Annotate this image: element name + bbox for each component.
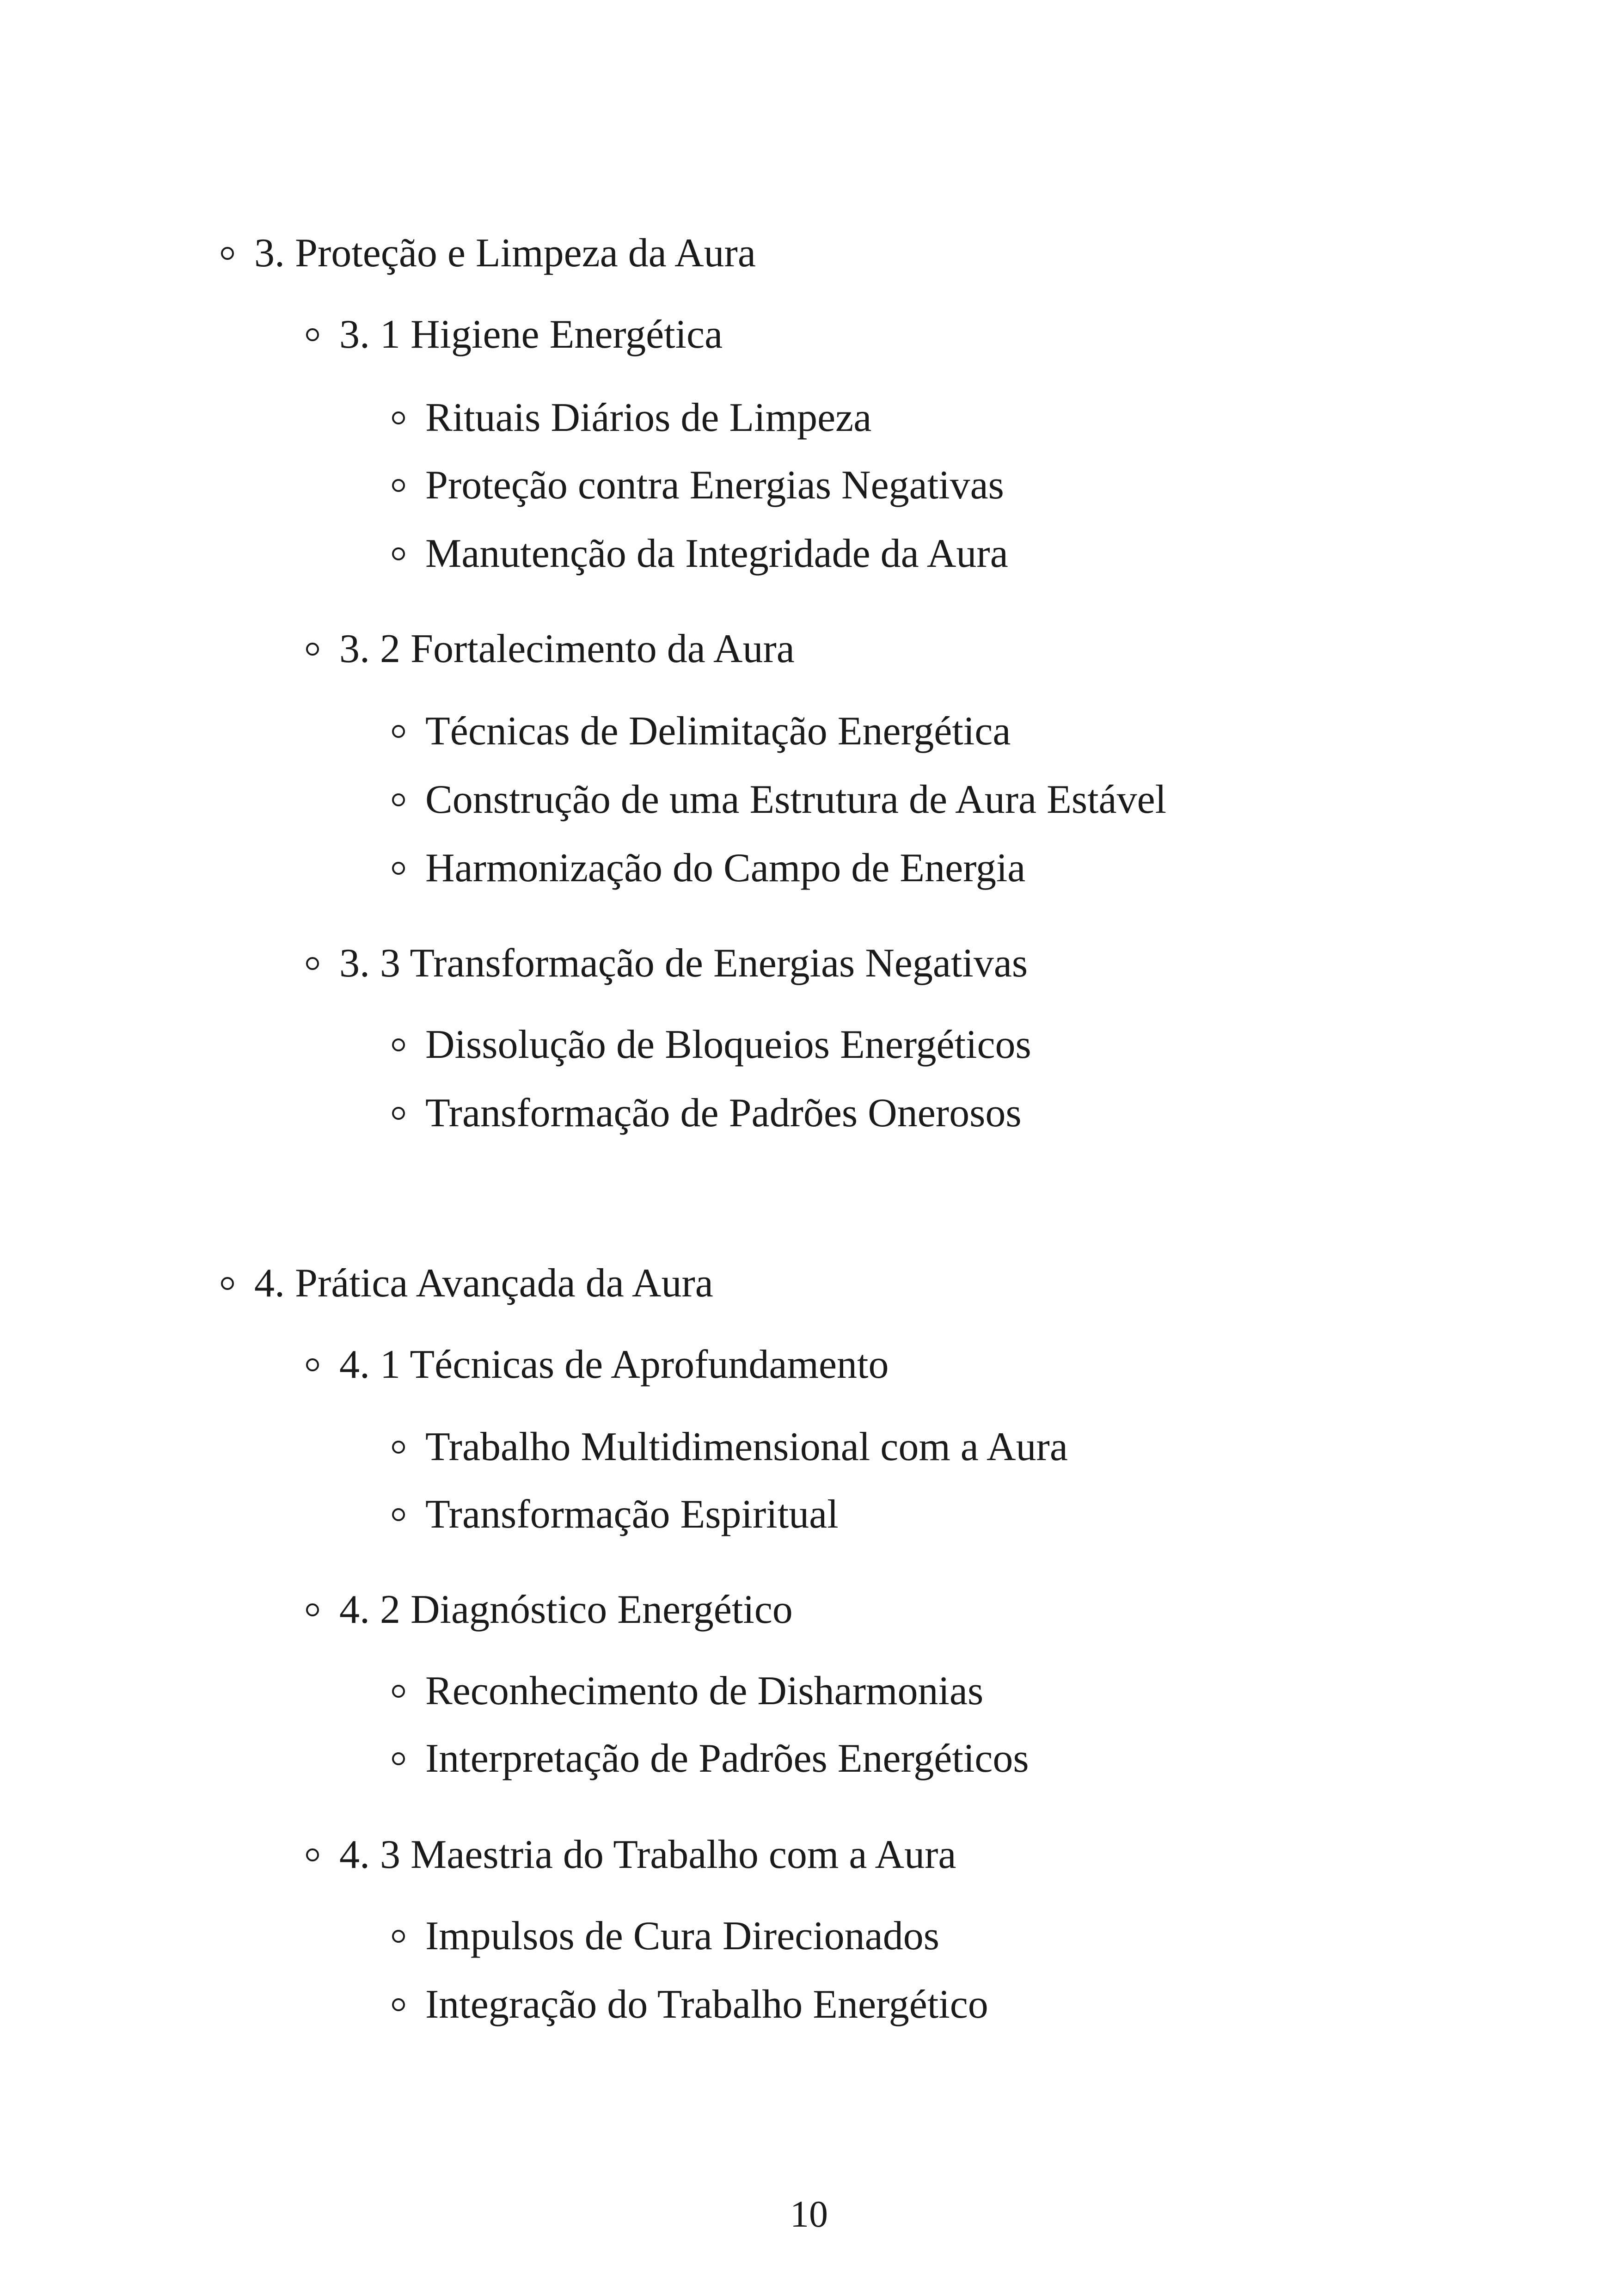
outline-item <box>392 1738 1029 1779</box>
circle-bullet-icon <box>306 1358 319 1371</box>
outline-item <box>392 1916 939 1957</box>
outline-subsection <box>306 943 1028 984</box>
outline-item <box>392 1494 839 1535</box>
circle-bullet-icon <box>392 479 405 492</box>
subsection-title: 4. 2 Diagnóstico Energético <box>339 1587 793 1632</box>
circle-bullet-icon <box>306 957 319 970</box>
outline-item <box>392 1424 1068 1469</box>
section-title: 4. Prática Avançada da Aura <box>254 1261 713 1306</box>
circle-bullet-icon <box>392 1752 405 1765</box>
outline-item <box>392 1093 1022 1134</box>
circle-bullet-icon <box>392 862 405 875</box>
outline-item <box>392 711 1011 752</box>
outline-subsection <box>306 626 795 671</box>
item-text: Dissolução de Bloqueios Energéticos <box>425 1022 1031 1067</box>
circle-bullet-icon <box>221 1277 234 1290</box>
item-text: Transformação de Padrões Onerosos <box>425 1091 1022 1136</box>
outline-subsection <box>306 1832 956 1877</box>
item-text: Técnicas de Delimitação Energética <box>425 709 1011 754</box>
page-number: 10 <box>790 2193 828 2235</box>
circle-bullet-icon <box>306 328 319 341</box>
outline-item <box>392 465 1004 506</box>
outline-subsection <box>306 1587 793 1632</box>
outline-item <box>392 395 872 440</box>
circle-bullet-icon <box>392 1508 405 1521</box>
subsection-title: 3. 1 Higiene Energética <box>339 312 723 357</box>
circle-bullet-icon <box>392 725 405 738</box>
outline-item <box>392 1984 988 2025</box>
item-text: Transformação Espiritual <box>425 1492 839 1537</box>
outline-section <box>221 1263 713 1304</box>
circle-bullet-icon <box>306 643 319 656</box>
item-text: Proteção contra Energias Negativas <box>425 463 1004 508</box>
outline-subsection <box>306 1344 889 1385</box>
circle-bullet-icon <box>392 547 405 560</box>
outline-section <box>221 233 756 274</box>
circle-bullet-icon <box>392 1038 405 1051</box>
outline-item <box>392 531 1008 576</box>
circle-bullet-icon <box>392 1998 405 2011</box>
subsection-title: 4. 1 Técnicas de Aprofundamento <box>339 1342 889 1387</box>
circle-bullet-icon <box>392 1685 405 1698</box>
subsection-title: 3. 2 Fortalecimento da Aura <box>339 626 795 671</box>
circle-bullet-icon <box>306 1603 319 1616</box>
item-text: Harmonização do Campo de Energia <box>425 846 1026 890</box>
circle-bullet-icon <box>392 1107 405 1120</box>
circle-bullet-icon <box>392 411 405 424</box>
outline-subsection <box>306 314 723 355</box>
subsection-title: 3. 3 Transformação de Energias Negativas <box>339 941 1028 986</box>
circle-bullet-icon <box>392 1930 405 1943</box>
circle-bullet-icon <box>392 793 405 806</box>
circle-bullet-icon <box>392 1441 405 1454</box>
outline-item <box>392 1022 1031 1067</box>
item-text: Construção de uma Estrutura de Aura Estável <box>425 777 1167 822</box>
item-text: Trabalho Multidimensional com a Aura <box>425 1424 1068 1469</box>
circle-bullet-icon <box>221 247 234 260</box>
section-title: 3. Proteção e Limpeza da Aura <box>254 231 756 276</box>
outline-item <box>392 1671 983 1712</box>
item-text: Manutenção da Integridade da Aura <box>425 531 1008 576</box>
item-text: Integração do Trabalho Energético <box>425 1982 988 2027</box>
item-text: Impulsos de Cura Direcionados <box>425 1914 939 1958</box>
item-text: Reconhecimento de Disharmonias <box>425 1669 984 1713</box>
item-text: Rituais Diários de Limpeza <box>425 395 872 440</box>
outline-item <box>392 848 1025 889</box>
item-text: Interpretação de Padrões Energéticos <box>425 1736 1029 1781</box>
circle-bullet-icon <box>306 1848 319 1861</box>
outline-item <box>392 777 1167 822</box>
subsection-title: 4. 3 Maestria do Trabalho com a Aura <box>339 1832 956 1877</box>
